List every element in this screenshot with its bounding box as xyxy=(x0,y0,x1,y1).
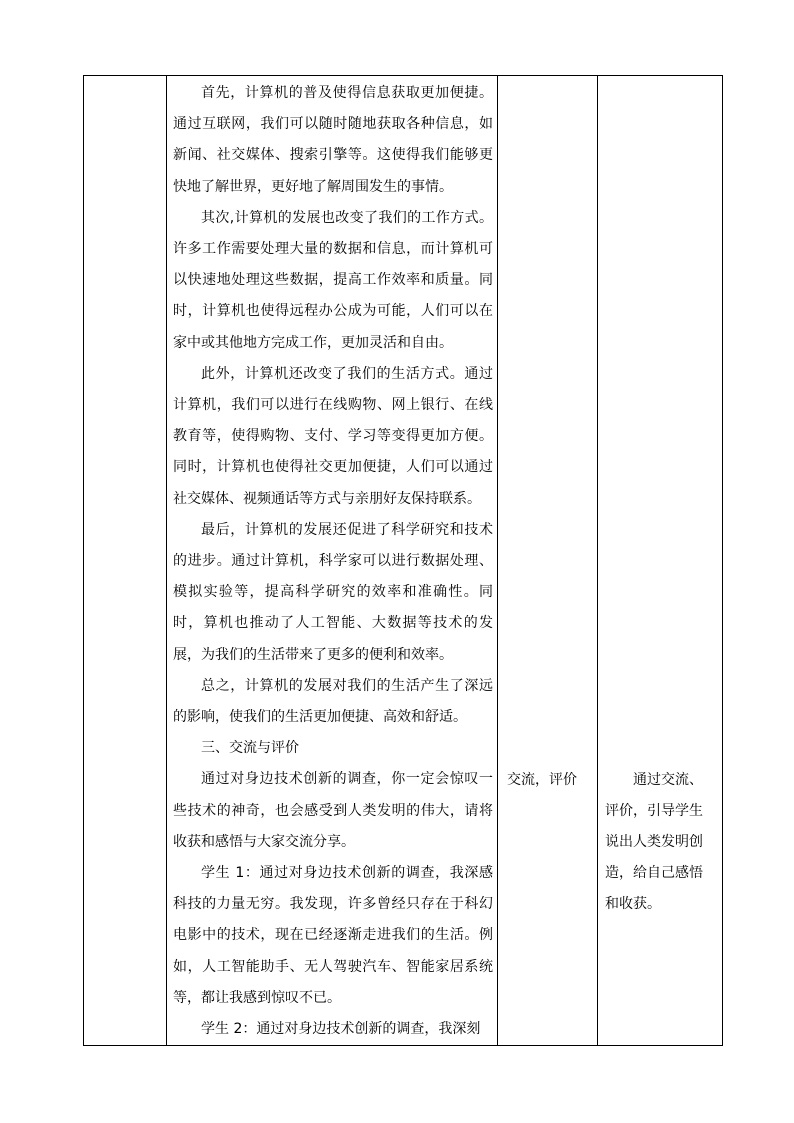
teaching-content-cell xyxy=(167,76,498,1046)
paragraph-summary: 总之，计算机的发展对我们的生活产生了深远的影响，使我们的生活更加便捷、高效和舒适。 xyxy=(173,677,493,726)
section-heading: 三、交流与评价 xyxy=(201,740,299,757)
lesson-table xyxy=(83,75,723,1046)
paragraph-student-2: 学生 2：通过对身边技术创新的调查，我深刻 xyxy=(201,1021,481,1038)
paragraph-life: 此外，计算机还改变了我们的生活方式。通过计算机，我们可以进行在线购物、网上银行、在线教育等，使得购物、支付、学习等变得更加方便。同时，计算机也使得社交更加便捷，人们可以通过社交媒体、视频通话等方式与亲朋好友保持联系。 xyxy=(173,365,493,507)
paragraph-student-1: 学生 1：通过对身边技术创新的调查，我深感科技的力量无穷。我发现，许多曾经只存在于科幻电影中的技术，现在已经逐渐走进我们的生活。例如，人工智能助手、无人驾驶汽车、智能家居系统等，都让我感到惊叹不已。 xyxy=(173,865,493,1006)
student-activity-text: 交流，评价 xyxy=(507,772,577,788)
paragraph-information: 首先，计算机的普及使得信息获取更加便捷。通过互联网，我们可以随时随地获取各种信息，如新闻、社交媒体、搜索引擎等。这使得我们能够更快地了解世界，更好地了解周围发生的事情。 xyxy=(173,85,493,195)
student-activity-cell xyxy=(498,76,598,1046)
paragraph-science: 最后，计算机的发展还促进了科学研究和技术的进步。通过计算机，科学家可以进行数据处理、模拟实验等，提高科学研究的效率和准确性。同时，算机也推动了人工智能、大数据等技术的发展，为我们的生活带来了更多的便利和效率。 xyxy=(173,521,493,663)
design-intent-cell xyxy=(598,76,723,1046)
table-row xyxy=(84,76,723,1046)
design-intent-text: 通过交流、评价，引导学生说出人类发明创造，给自己感悟和收获。 xyxy=(605,772,703,912)
paragraph-work: 其次,计算机的发展也改变了我们的工作方式。许多工作需要处理大量的数据和信息，而计算机可以快速地处理这些数据，提高工作效率和质量。同时，计算机也使得远程办公成为可能，人们可以在家中或其他地方完成工作，更加灵活和自由。 xyxy=(173,209,493,351)
paragraph-exchange: 通过对身边技术创新的调查，你一定会惊叹一些技术的神奇，也会感受到人类发明的伟大，请将收获和感悟与大家交流分享。 xyxy=(173,771,493,850)
stage-cell xyxy=(84,76,167,1046)
